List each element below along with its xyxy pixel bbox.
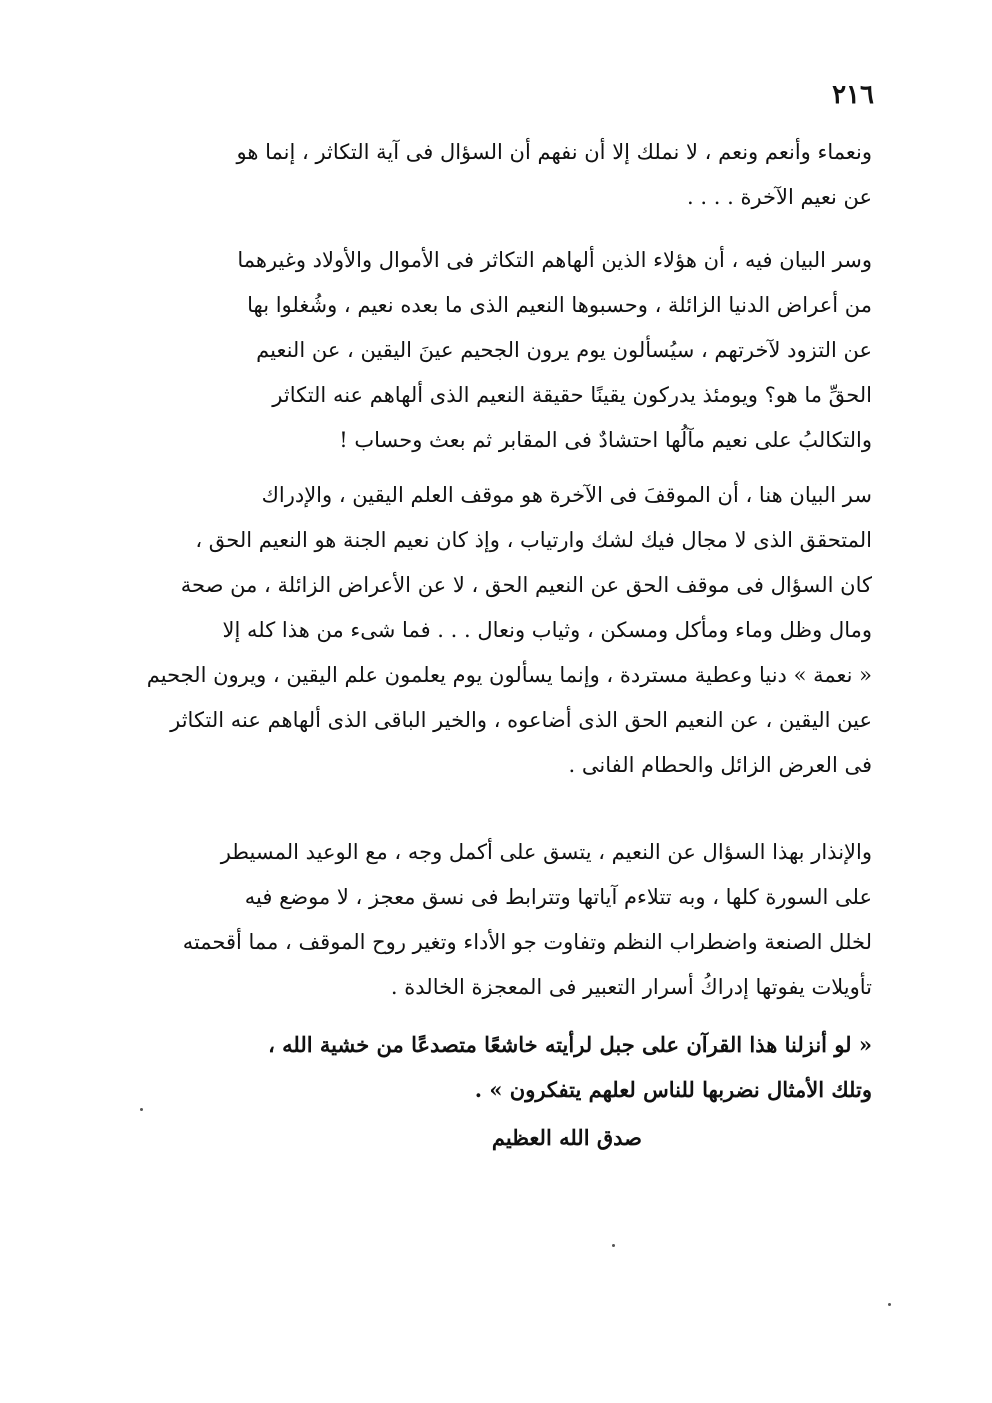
text-line: والتكالبُ على نعيم مآلُها احتشادٌ فى المقابر ثم بعث وحساب !: [339, 428, 872, 452]
text-line: ومال وظل وماء ومأكل ومسكن ، وثياب ونعال . . . فما شىء من هذا كله إلا: [222, 618, 872, 642]
text-line: عن التزود لآخرتهم ، سيُسألون يوم يرون الجحيم عينَ اليقين ، عن النعيم: [256, 338, 872, 362]
text-line: عين اليقين ، عن النعيم الحق الذى أضاعوه ، والخير الباقى الذى ألهاهم عنه التكاثر: [170, 708, 872, 732]
text-line: ونعماء وأنعم ونعم ، لا نملك إلا أن نفهم أن السؤال فى آية التكاثر ، إنما هو: [236, 140, 872, 164]
text-line: من أعراض الدنيا الزائلة ، وحسبوها النعيم الذى ما بعده نعيم ، وشُغلوا بها: [247, 293, 872, 317]
paragraph-4: [132, 830, 872, 1010]
text-line: لخلل الصنعة واضطراب النظم وتفاوت جو الأداء وتغير روح الموقف ، مما أقحمته: [182, 930, 872, 954]
text-line: عن نعيم الآخرة . . . .: [687, 185, 872, 209]
paragraph-3: [132, 473, 872, 788]
text-line: على السورة كلها ، وبه تتلاءم آياتها وتترابط فى نسق معجز ، لا موضع فيه: [244, 885, 872, 909]
text-line: فى العرض الزائل والحطام الفانى .: [568, 753, 872, 777]
closing-phrase: صدق الله العظيم: [491, 1125, 642, 1150]
quran-quote: [132, 1022, 872, 1112]
scan-speck: [888, 1303, 891, 1306]
text-line: وتلك الأمثال نضربها للناس لعلهم يتفكرون » .: [474, 1077, 872, 1102]
text-line: وسر البيان فيه ، أن هؤلاء الذين ألهاهم التكاثر فى الأموال والأولاد وغيرهما: [237, 248, 872, 272]
text-line: « نعمة » دنيا وعطية مستردة ، وإنما يسألون يوم يعلمون علم اليقين ، ويرون الجحيم: [146, 663, 872, 687]
text-line: والإنذار بهذا السؤال عن النعيم ، يتسق على أكمل وجه ، مع الوعيد المسيطر: [220, 840, 872, 864]
paragraph-1: [132, 130, 872, 220]
text-line: كان السؤال فى موقف الحق عن النعيم الحق ، لا عن الأعراض الزائلة ، من صحة: [180, 573, 872, 597]
paragraph-2: [132, 238, 872, 463]
text-line: « لو أنزلنا هذا القرآن على جبل لرأيته خاشعًا متصدعًا من خشية الله ،: [268, 1032, 872, 1057]
text-line: تأويلات يفوتها إدراكُ أسرار التعبير فى المعجزة الخالدة .: [390, 975, 872, 999]
scan-speck: [612, 1244, 615, 1247]
text-line: سر البيان هنا ، أن الموقفَ فى الآخرة هو موقف العلم اليقين ، والإدراك: [261, 483, 872, 507]
text-line: الحقِّ ما هو؟ ويومئذ يدركون يقينًا حقيقة النعيم الذى ألهاهم عنه التكاثر: [272, 383, 872, 407]
page-number: ٢١٦: [832, 80, 874, 110]
scan-speck: [140, 1108, 143, 1111]
text-line: المتحقق الذى لا مجال فيك لشك وارتياب ، وإذ كان نعيم الجنة هو النعيم الحق ،: [195, 528, 872, 552]
